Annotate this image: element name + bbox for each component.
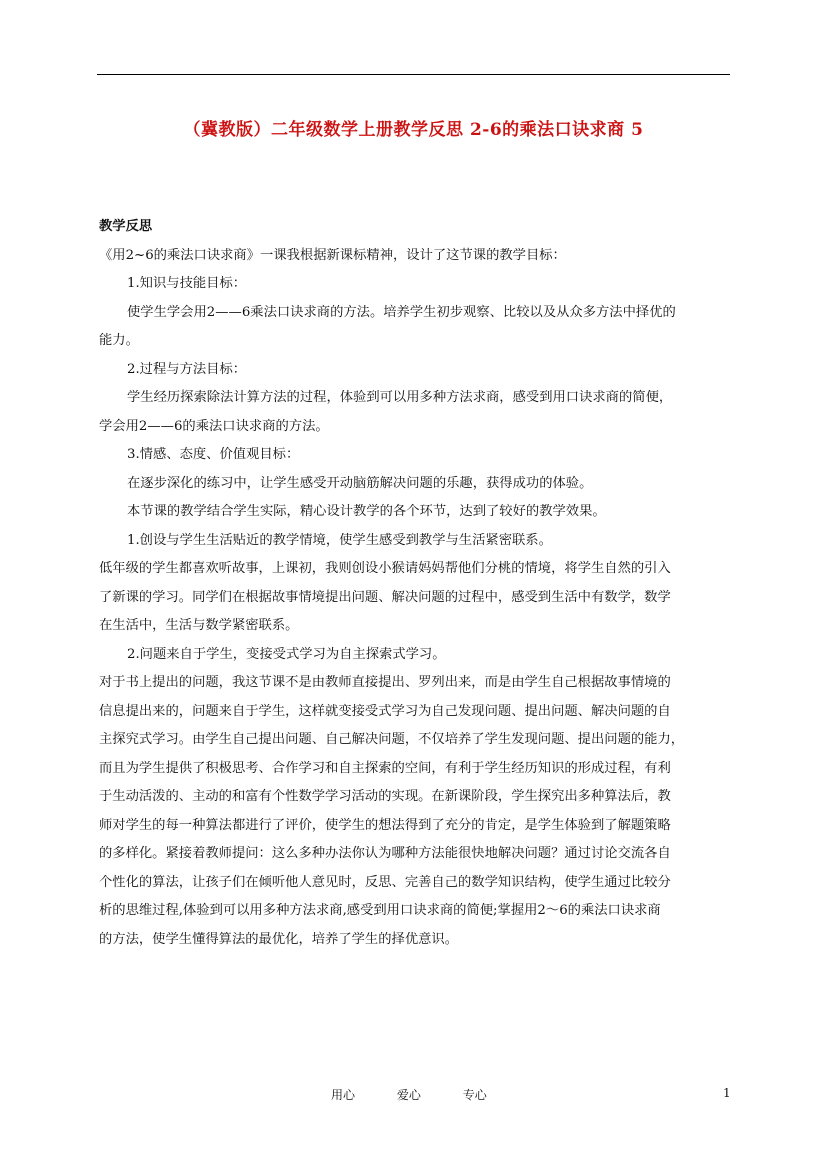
text-line: 使学生学会用2——6乘法口诀求商的方法。培养学生初步观察、比较以及从众多方法中择优的 — [127, 304, 676, 320]
text-line: 在逐步深化的练习中，让学生感受开动脑筋解决问题的乐趣，获得成功的体验。 — [127, 475, 593, 491]
section-heading: 教学反思 — [99, 219, 153, 234]
text-line: 个性化的算法，让孩子们在倾听他人意见时，反思、完善自己的数学知识结构，使学生通过比较分 — [99, 874, 671, 890]
text-line: 的多样化。紧接着教师提问：这么多种办法你认为哪种方法能很快地解决问题？通过讨论交流各自 — [99, 846, 671, 861]
text-line: 学生经历探索除法计算方法的过程，体验到可以用多种方法求商，感受到用口诀求商的简便， — [127, 390, 673, 405]
text-line: 于生动活泼的、主动的和富有个性数学学习活动的实现。在新课阶段，学生探究出多种算法后，教 — [99, 789, 671, 804]
text-line: 《用2~6的乘法口诀求商》一课我根据新课标精神，设计了这节课的教学目标： — [99, 247, 566, 263]
page-footer — [0, 1086, 827, 1106]
text-line: 对于书上提出的问题，我这节课不是由教师直接提出、罗列出来，而是由学生自己根据故事情境的 — [99, 675, 671, 690]
document-title: （冀教版）二年级数学上册教学反思 2-6的乘法口诀求商 5 — [183, 120, 644, 140]
text-line: 信息提出来的，问题来自于学生，这样就变接受式学习为自己发现问题、提出问题、解决问题的自 — [99, 703, 671, 719]
footer-motto: 用心 — [331, 1088, 356, 1102]
text-line: 师对学生的每一种算法都进行了评价，使学生的想法得到了充分的肯定，是学生体验到了解题策略 — [99, 817, 671, 833]
text-line: 2.问题来自于学生，变接受式学习为自主探索式学习。 — [127, 646, 446, 662]
text-line: 3.情感、态度、价值观目标： — [127, 447, 300, 462]
text-line: 的方法，使学生懂得算法的最优化，培养了学生的择优意识。 — [99, 931, 459, 947]
text-line: 而且为学生提供了积极思考、合作学习和自主探索的空间，有利于学生经历知识的形成过程，有利 — [99, 760, 671, 776]
text-line: 低年级的学生都喜欢听故事，上课初，我则创设小猴请妈妈帮他们分桃的情境，将学生自然的引入 — [99, 561, 671, 576]
text-line: 主探究式学习。由学生自己提出问题、自己解决问题，不仅培养了学生发现问题、提出问题的能力， — [99, 732, 685, 747]
text-line: 学会用2——6的乘法口诀求商的方法。 — [99, 418, 329, 434]
text-line: 了新课的学习。同学们在根据故事情境提出问题、解决问题的过程中，感受到生活中有数学，数学 — [99, 589, 671, 605]
document-body — [99, 213, 732, 954]
footer-motto: 专心 — [462, 1088, 487, 1102]
text-line: 1.知识与技能目标： — [127, 276, 247, 291]
text-line: 能力。 — [99, 333, 139, 348]
footer-motto: 爱心 — [396, 1088, 421, 1102]
header-rule — [97, 74, 730, 75]
text-line: 1.创设与学生生活贴近的教学情境，使学生感受到教学与生活紧密联系。 — [127, 532, 552, 548]
text-line: 在生活中，生活与数学紧密联系。 — [99, 618, 299, 633]
body-lines — [99, 242, 732, 955]
footer-mottos — [331, 1086, 525, 1103]
text-line: 本节课的教学结合学生实际，精心设计教学的各个环节，达到了较好的教学效果。 — [127, 504, 606, 519]
text-line: 析的思维过程,体验到可以用多种方法求商,感受到用口诀求商的简便;掌握用2～6的乘法口诀求商 — [99, 903, 661, 918]
page-number: 1 — [723, 1086, 731, 1100]
text-line: 2.过程与方法目标： — [127, 361, 247, 377]
